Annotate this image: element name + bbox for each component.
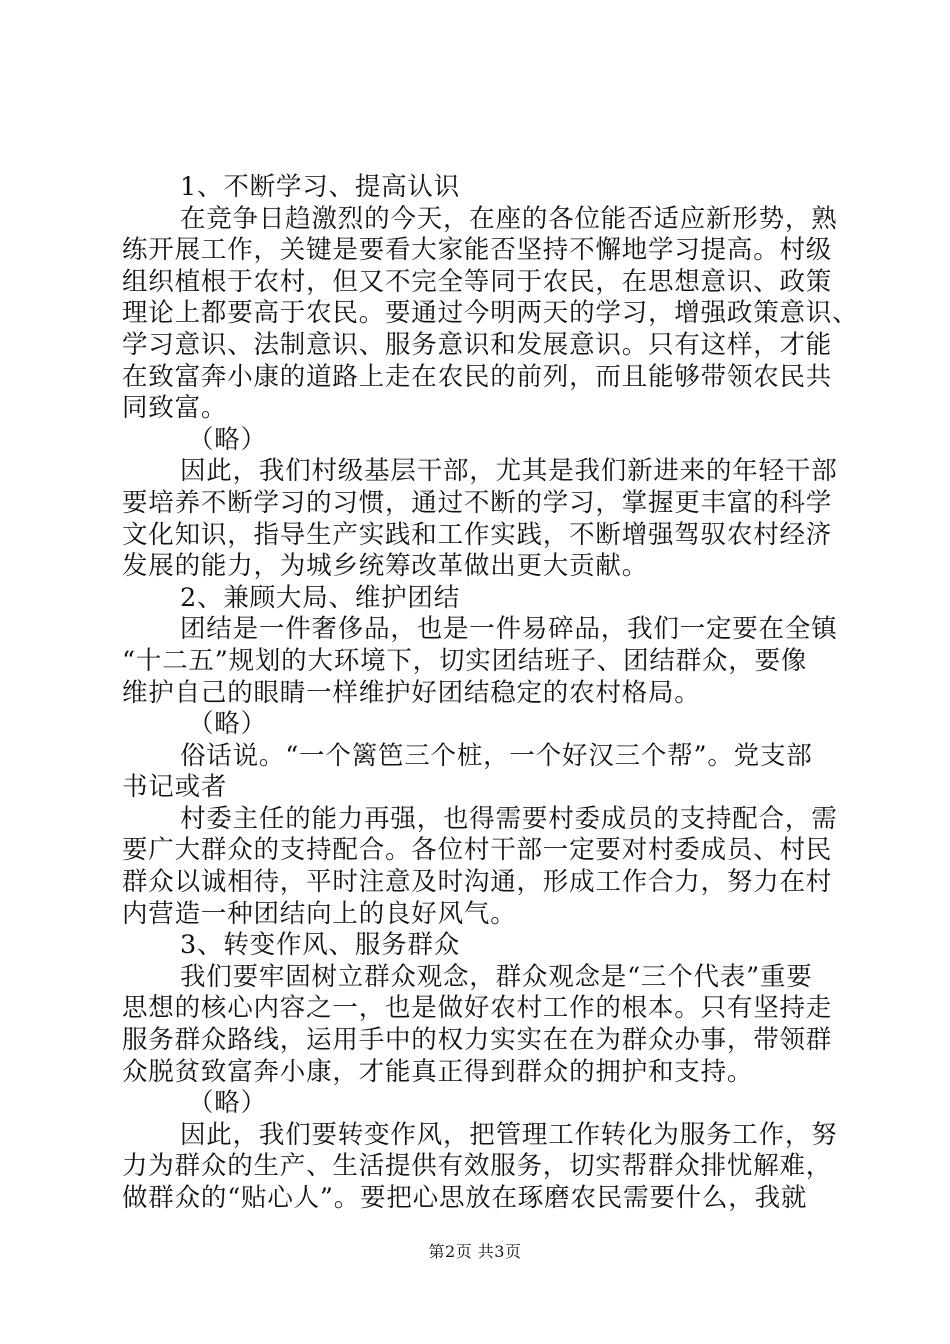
text-line: 维护自己的眼睛一样维护好团结稳定的农村格局。 (122, 677, 701, 708)
text-line: “十二五”规划的大环境下，切实团结班子、团结群众，要像 (122, 645, 808, 676)
text-line: 同致富。 (122, 393, 228, 424)
text-line: 做群众的“贴心人”。要把心思放在琢磨农民需要什么，我就 (122, 1183, 808, 1213)
text-line: 团结是一件奢侈品，也是一件易碎品，我们一定要在全镇 (180, 614, 838, 645)
text-line: （略） (188, 1088, 267, 1119)
text-line: 我们要牢固树立群众观念，群众观念是“三个代表”重要 (180, 961, 813, 992)
text-line: 理论上都要高于农民。要通过今明两天的学习，增强政策意识、 (122, 298, 859, 329)
text-line: 3、转变作风、服务群众 (180, 930, 461, 961)
text-line: 村委主任的能力再强，也得需要村委成员的支持配合，需 (180, 803, 838, 834)
text-line: 2、兼顾大局、维护团结 (180, 582, 461, 613)
text-line: 服务群众路线，运用手中的权力实实在在为群众办事，带领群 (122, 1025, 833, 1056)
text-line: 思想的核心内容之一，也是做好农村工作的根本。只有坚持走 (122, 993, 833, 1024)
text-line: 要培养不断学习的习惯，通过不断的学习，掌握更丰富的科学 (122, 487, 833, 518)
text-line: 因此，我们村级基层干部，尤其是我们新进来的年轻干部 (180, 456, 838, 487)
text-line: 学习意识、法制意识、服务意识和发展意识。只有这样，才能 (122, 329, 833, 360)
text-line: 发展的能力，为城乡统筹改革做出更大贡献。 (122, 551, 649, 582)
text-line: 群众以诚相待，平时注意及时沟通，形成工作合力，努力在村 (122, 867, 833, 898)
text-line: 俗话说。“一个篱笆三个桩，一个好汉三个帮”。党支部 (180, 740, 813, 771)
text-line: 要广大群众的支持配合。各位村干部一定要对村委成员、村民 (122, 835, 833, 866)
document-body (122, 172, 859, 1215)
text-line: （略） (188, 709, 267, 740)
text-line: （略） (188, 424, 267, 455)
text-line: 组织植根于农村，但又不完全等同于农民，在思想意识、政策 (122, 266, 833, 297)
text-line: 在致富奔小康的道路上走在农民的前列，而且能够带领农民共 (122, 361, 833, 392)
page-number-footer: 第2页 共3页 (428, 1242, 522, 1261)
text-line: 文化知识，指导生产实践和工作实践，不断增强驾驭农村经济 (122, 519, 833, 550)
text-line: 1、不断学习、提高认识 (180, 172, 461, 202)
text-line: 书记或者 (122, 772, 228, 803)
text-line: 众脱贫致富奔小康，才能真正得到群众的拥护和支持。 (122, 1056, 754, 1087)
text-line: 练开展工作，关键是要看大家能否坚持不懈地学习提高。村级 (122, 235, 833, 266)
text-line: 在竞争日趋激烈的今天，在座的各位能否适应新形势，熟 (180, 203, 838, 234)
text-line: 内营造一种团结向上的良好风气。 (122, 898, 517, 929)
text-line: 力为群众的生产、生活提供有效服务，切实帮群众排忧解难， (122, 1151, 833, 1182)
text-line: 因此，我们要转变作风，把管理工作转化为服务工作，努 (180, 1119, 838, 1150)
